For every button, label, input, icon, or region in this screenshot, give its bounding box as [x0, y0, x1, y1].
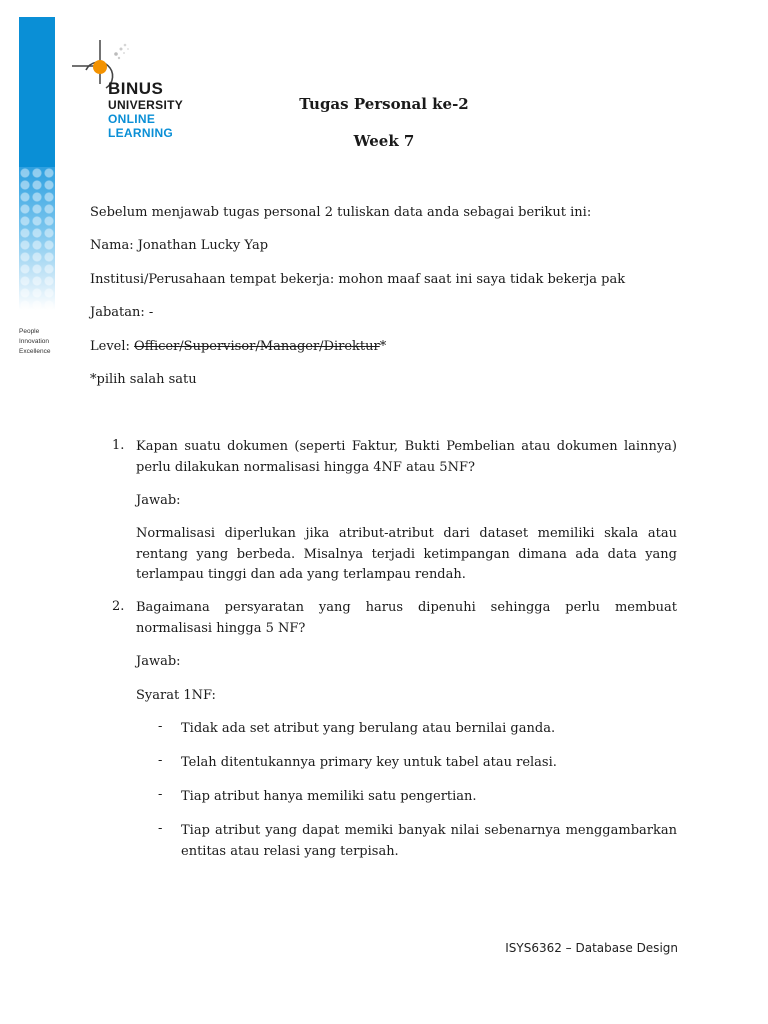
- logo-line: BINUS: [108, 79, 164, 98]
- side-bar-pattern: [19, 167, 55, 310]
- institusi-field: Institusi/Perusahaan tempat bekerja: mohon maaf saat ini saya tidak bekerja pak: [90, 272, 626, 287]
- bullet-marker: -: [158, 821, 163, 836]
- bullet-marker: -: [158, 719, 163, 734]
- answer-text: Normalisasi diperlukan jika atribut-atribut dari dataset memiliki skala atau rentang yang berbeda. Misalnya terjadi ketimpangan dimana ada data yang terlampau tinggi dan ada yang terlampau rendah.: [136, 526, 677, 582]
- document-week: Week 7: [353, 132, 415, 150]
- question-text: Kapan suatu dokumen (seperti Faktur, Bukti Pembelian atau dokumen lainnya) perlu dilakukan normalisasi hingga 4NF atau 5NF?: [136, 439, 677, 475]
- question-number: 1.: [112, 438, 125, 453]
- jabatan-field: Jabatan: -: [90, 305, 154, 320]
- question-text: Bagaimana persyaratan yang harus dipenuhi sehingga perlu membuat normalisasi hingga 5 NF?: [136, 600, 677, 636]
- tagline-line: Excellence: [19, 348, 51, 355]
- bullet-item: Tiap atribut hanya memiliki satu pengertian.: [181, 789, 477, 804]
- level-suffix: *: [379, 339, 387, 354]
- page-footer: ISYS6362 – Database Design: [505, 941, 678, 955]
- tagline: [19, 327, 50, 357]
- logo-line: LEARNING: [108, 126, 174, 140]
- question-number: 2.: [112, 599, 125, 614]
- level-field: [90, 337, 386, 358]
- answer-label: Jawab:: [136, 654, 181, 669]
- document-title: Tugas Personal ke-2: [299, 95, 469, 113]
- nama-field: Nama: Jonathan Lucky Yap: [90, 238, 269, 253]
- level-note: *pilih salah satu: [90, 372, 197, 387]
- bullet-marker: -: [158, 787, 163, 802]
- logo-line: ONLINE: [108, 112, 156, 126]
- bullet-item: Tidak ada set atribut yang berulang atau bernilai ganda.: [181, 721, 556, 736]
- logo-line: UNIVERSITY: [108, 98, 184, 112]
- tagline-line: People: [19, 328, 40, 335]
- tagline-line: Innovation: [19, 338, 49, 345]
- level-options: Officer/Supervisor/Manager/Direktur: [134, 339, 380, 354]
- bullet-item: Telah ditentukannya primary key untuk tabel atau relasi.: [181, 755, 557, 770]
- side-decoration-bar: [19, 17, 55, 310]
- level-prefix: Level:: [90, 339, 135, 354]
- instruction-text: Sebelum menjawab tugas personal 2 tuliskan data anda sebagai berikut ini:: [90, 205, 592, 220]
- answer-label: Jawab:: [136, 493, 181, 508]
- bullet-marker: -: [158, 753, 163, 768]
- bullet-item: Tiap atribut yang dapat memiki banyak nilai sebenarnya menggambarkan entitas atau relasi yang terpisah.: [181, 823, 677, 859]
- answer-subheading: Syarat 1NF:: [136, 688, 216, 703]
